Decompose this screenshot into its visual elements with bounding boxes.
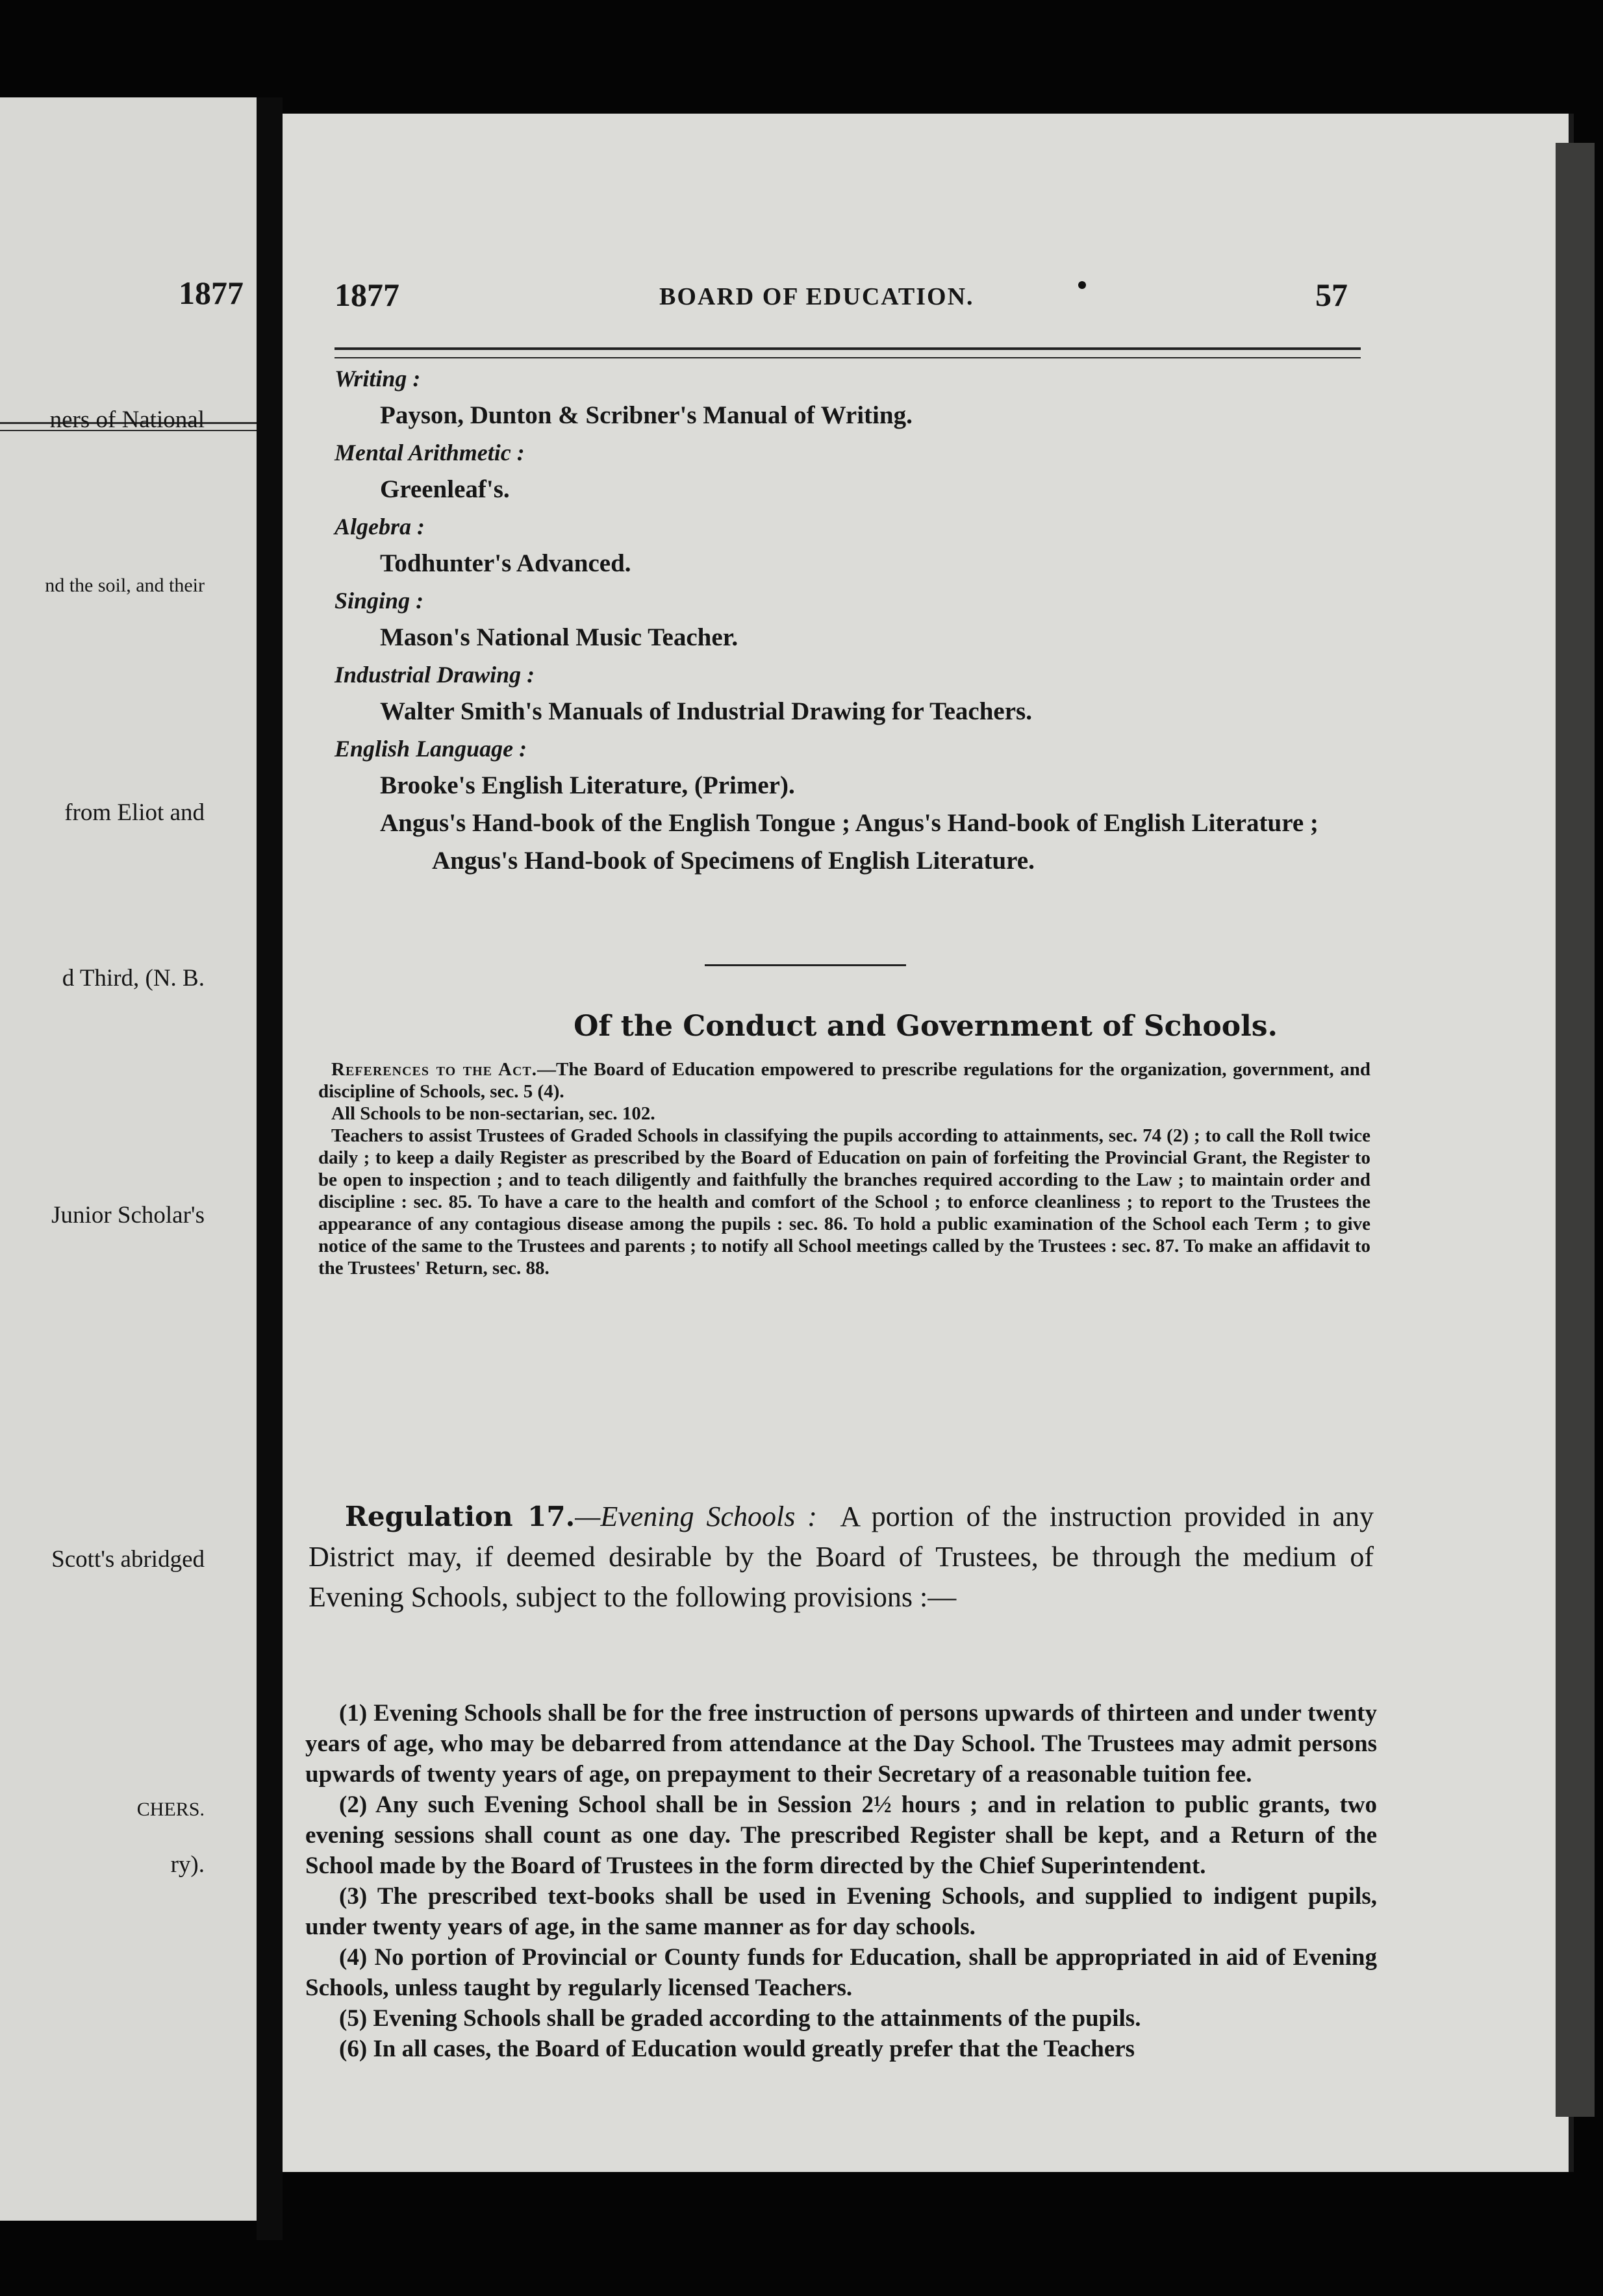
regulation-provisions [305,1698,1377,2064]
book-gutter [257,97,283,2240]
textbook-entry: Angus's Hand-book of the English Tongue ; Angus's Hand-book of English Literature ; Angus's Hand-book of Specimens of English Literature. [380,809,1319,875]
textbook-list [328,360,1367,880]
subject-heading: Writing : [334,366,421,392]
running-header [334,276,1348,328]
textbook-entry: Mason's National Music Teacher. [380,623,738,651]
references-label: References to the Act. [331,1059,537,1080]
provision-item: (1) Evening Schools shall be for the free instruction of persons upwards of thirteen and under twenty years of age, who may be debarred from attendance at the Day School. The Trustees may admit persons upwards of twenty years of age, on prepayment to their Secretary of a reasonable tuition fee. [305,1700,1377,1788]
left-page-fragment: d Third, (N. B. [62,965,205,992]
regulation-heading: Regulation 17. [345,1501,575,1532]
textbook-entry: Payson, Dunton & Scribner's Manual of Writing. [380,401,913,429]
subject-heading: Mental Arithmetic : [334,440,525,466]
left-facing-page [0,97,259,2221]
right-page [283,114,1574,2172]
reference-text: —The Board of Education empowered to prescribe regulations for the organization, government, and discipline of Schools, sec. 5 (4). [318,1059,1370,1102]
regulation-subheading: —Evening Schools : [575,1501,817,1532]
textbook-entry: Todhunter's Advanced. [380,549,631,577]
left-page-fragment: ners of National [49,406,205,433]
subject-heading: Industrial Drawing : [334,662,535,688]
reference-paragraph: Teachers to assist Trustees of Graded Schools in classifying the pupils according to attainments, sec. 74 (2) ; to call the Roll twice daily ; to keep a daily Register as prescribed by the Board of Education on pain of forfeiting the Provincial Grant, the Register to be open to inspection ; and to teach diligently and faithfully the branches required according to the Law ; to maintain order and discipline : sec. 85. To have a care to the health and comfort of the School ; to enforce cleanliness ; to report to the Trustees the appearance of any contagious disease among the pupils : sec. 86. To hold a public examination of the School each Term ; to give notice of the same to the Trustees and parents ; to notify all School meetings called by the Trustees : sec. 87. To make an affidavit to the Trustees' Return, sec. 88. [318,1125,1370,1279]
page-edge [1556,143,1595,2117]
textbook-entry: Greenleaf's. [380,475,510,503]
act-references [318,1058,1370,1279]
reference-paragraph [318,1058,1370,1103]
provision-item: (6) In all cases, the Board of Education would greatly prefer that the Teachers [339,2036,1135,2062]
print-speck [1078,281,1086,289]
provision-item: (5) Evening Schools shall be graded according to the attainments of the pupils. [339,2005,1141,2032]
left-page-year: 1877 [179,275,244,311]
regulation-17 [309,1497,1374,1617]
header-title: BOARD OF EDUCATION. [659,283,974,310]
provision-item: (2) Any such Evening School shall be in Session 2½ hours ; and in relation to public grants, two evening sessions shall count as one day. The prescribed Register shall be kept, and a Return of the School made by the Board of Trustees in the form directed by the Chief Superintendent. [305,1791,1377,1879]
section-title: Of the Conduct and Government of Schools. [574,1010,1278,1043]
left-page-fragment: nd the soil, and their [45,575,205,596]
page-number: 57 [1315,277,1348,313]
regulation-text: A portion of the instruction provided in any District may, if deemed desirable by the Board of Trustees, be through the medium of Evening Schools, subject to the following provisions :— [309,1501,1374,1613]
left-page-fragment: Scott's abridged [51,1546,205,1573]
left-page-fragment: ry). [170,1851,205,1878]
left-page-fragment: CHERS. [136,1799,205,1820]
subject-heading: Algebra : [334,514,425,540]
header-rule [334,347,1361,350]
header-rule-thin [334,357,1361,358]
provision-item: (4) No portion of Provincial or County funds for Education, shall be appropriated in aid of Evening Schools, unless taught by regularly licensed Teachers. [305,1944,1377,2001]
subject-heading: English Language : [334,736,527,762]
reference-paragraph: All Schools to be non-sectarian, sec. 102. [331,1103,655,1124]
textbook-entry: Brooke's English Literature, (Primer). [380,771,795,799]
left-page-fragment: from Eliot and [64,799,205,826]
textbook-entry: Walter Smith's Manuals of Industrial Drawing for Teachers. [380,697,1032,725]
subject-heading: Singing : [334,588,424,614]
provision-item: (3) The prescribed text-books shall be used in Evening Schools, and supplied to indigent pupils, under twenty years of age, in the same manner as for day schools. [305,1883,1377,1940]
left-page-fragment: Junior Scholar's [51,1202,205,1229]
header-year: 1877 [334,277,399,313]
section-divider [705,964,906,966]
